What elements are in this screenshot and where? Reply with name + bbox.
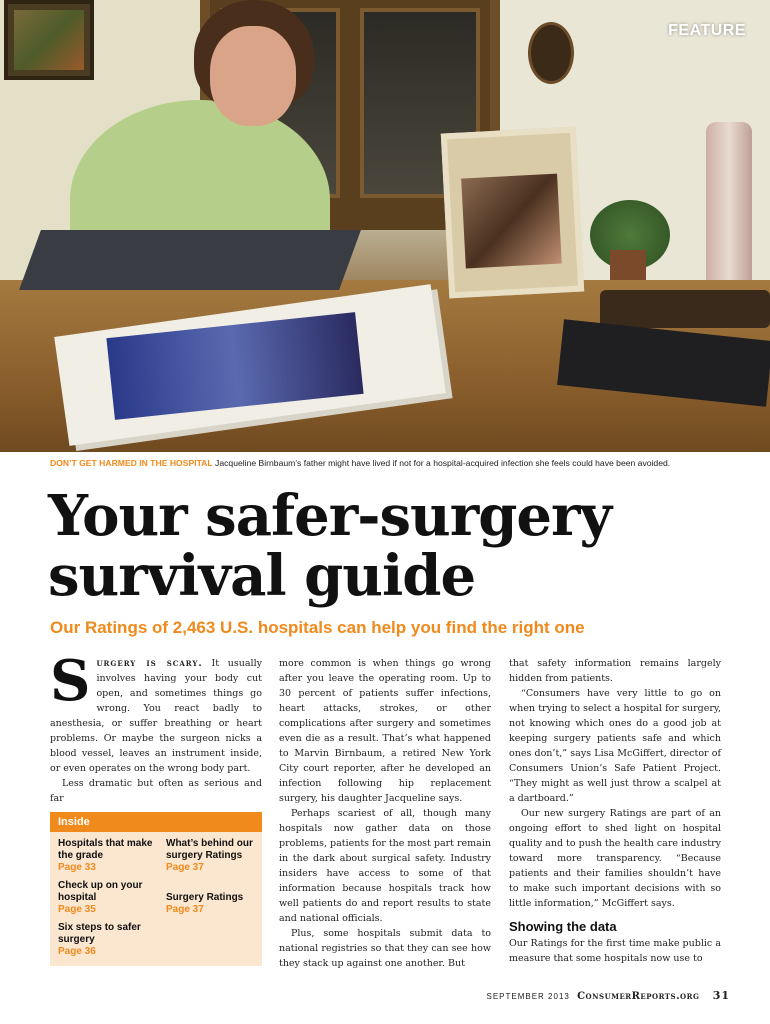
inside-item-title: Surgery Ratings xyxy=(166,892,244,903)
page-footer xyxy=(460,989,730,1002)
col2-paragraph-3: Plus, some hospitals submit data to national registries so that they can see how they stack up against one another. But xyxy=(279,928,491,969)
photo-glass-vase xyxy=(706,122,752,302)
col1-paragraph-1 xyxy=(50,648,263,776)
col3-paragraph-2: “Consumers have very little to go on when trying to select a hospital for surgery, not knowing which ones do a good job at keeping surgery patients safe and which ones don’t,” says Lisa McGiffert, director of Consumers Union’s Safe Patient Project. “They might as well just throw a scalpel at a dartboard.” xyxy=(509,688,721,804)
photo-caption xyxy=(50,458,750,468)
caption-head: DON’T GET HARMED IN THE HOSPITAL xyxy=(50,458,213,468)
inside-item-page: Page 33 xyxy=(58,862,96,873)
inside-item-hospitals[interactable] xyxy=(58,838,162,874)
footer-date: SEPTEMBER 2013 xyxy=(486,992,570,1001)
photo-oval-frame xyxy=(528,22,574,84)
body-column-3 xyxy=(509,656,721,966)
inside-item-page: Page 37 xyxy=(166,904,204,915)
photo-plant-pot xyxy=(610,250,646,280)
caption-text: Jacqueline Birnbaum’s father might have lived if not for a hospital-acquired infection she feels could have been avoided. xyxy=(215,458,671,468)
inside-item-title: Check up on your hospital xyxy=(58,880,143,903)
inside-item-check-up[interactable] xyxy=(58,880,162,916)
subhead: Our Ratings of 2,463 U.S. hospitals can help you find the right one xyxy=(50,618,585,637)
col1-paragraph-1-text: It usually involves having your body cut open, and sometimes things go wrong. You react badly to anesthesia, or suffer breathing or heart problems. Or maybe the surgeon nicks a blood vessel, leaves an instrument inside, or even operates on the wrong body part. xyxy=(50,658,263,774)
photo-woman-face xyxy=(210,26,296,126)
photo-tray xyxy=(600,290,770,328)
photo-framed-picture xyxy=(441,127,584,299)
lead-smallcaps: urgery is scary. xyxy=(96,658,203,669)
inside-item-title: Hospitals that make the grade xyxy=(58,838,153,861)
photo-wall-painting xyxy=(4,0,94,80)
headline-line-2: survival guide xyxy=(48,543,476,609)
hero-photo xyxy=(0,0,770,452)
col2-paragraph-1: more common is when things go wrong after you leave the operating room. Up to 30 percent of patients suffer infections, heart attacks, strokes, or other complications after surgery and sometimes even die as a result. That’s what happened to Marvin Birnbaum, a retired New York City court reporter, after he developed an infection following hip replacement surgery, his daughter Jacqueline says. xyxy=(279,658,491,804)
inside-item-page: Page 35 xyxy=(58,904,96,915)
col3-paragraph-1: that safety information remains largely hidden from patients. xyxy=(509,658,721,684)
headline xyxy=(48,483,612,609)
inside-heading: Inside xyxy=(50,812,262,832)
dropcap: S xyxy=(50,648,91,714)
page-number: 31 xyxy=(712,989,730,1002)
inside-item-surgery-ratings[interactable] xyxy=(166,892,270,916)
inside-item-page: Page 37 xyxy=(166,862,204,873)
inside-item-six-steps[interactable] xyxy=(58,922,162,958)
col2-paragraph-2: Perhaps scariest of all, though many hospitals now gather data on those problems, patients for the most part remain in the dark about surgical safety. Industry insiders have access to some of that information because hospitals track how well patients do and report results to state and national officials. xyxy=(279,808,491,924)
inside-item-title: What’s behind our surgery Ratings xyxy=(166,838,253,861)
headline-line-1: Your safer-surgery xyxy=(48,483,612,549)
footer-brand: ConsumerReports.org xyxy=(577,991,700,1002)
col1-paragraph-2: Less dramatic but often as serious and far xyxy=(50,778,262,804)
inside-item-page: Page 36 xyxy=(58,946,96,957)
inside-box xyxy=(50,812,262,966)
col3-paragraph-4: Our Ratings for the first time make public a measure that some hospitals now use to xyxy=(509,938,721,964)
inside-item-whats-behind[interactable] xyxy=(166,838,270,874)
section-label: FEATURE xyxy=(668,22,746,39)
body-column-2 xyxy=(279,656,491,971)
col3-paragraph-3: Our new surgery Ratings are part of an ongoing effort to shed light on hospital quality and to push the health care industry toward more transparency. “Because patients and their families shouldn’t have to make such important decisions with so little information,” McGiffert says. xyxy=(509,808,721,909)
section-heading: Showing the data xyxy=(509,919,617,934)
inside-list xyxy=(50,832,262,957)
photo-album xyxy=(19,230,361,290)
inside-item-title: Six steps to safer surgery xyxy=(58,922,141,945)
body-column-1 xyxy=(50,648,263,806)
